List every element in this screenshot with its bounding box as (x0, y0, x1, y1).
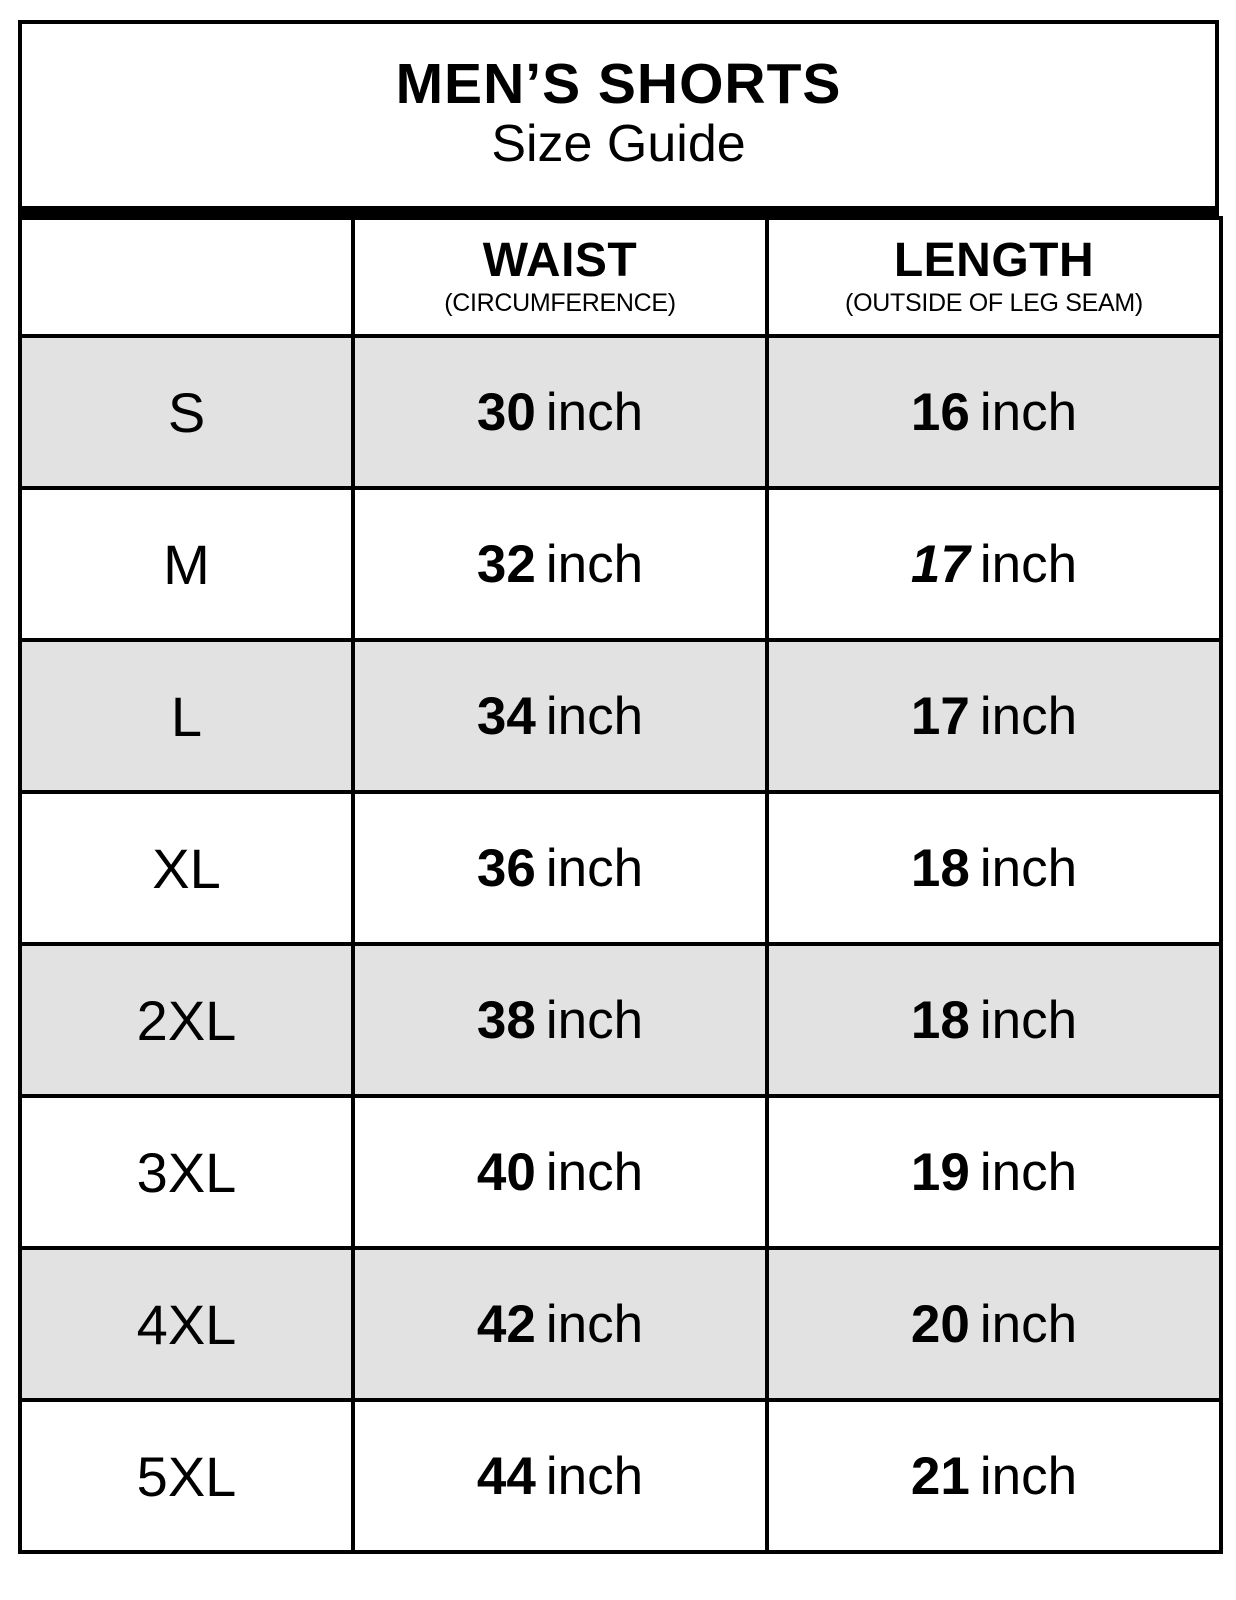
unit-label: inch (545, 1446, 644, 1506)
table-row (20, 792, 1221, 944)
waist-column-header (353, 218, 767, 336)
length-value-cell (767, 1096, 1221, 1248)
size-label: S (20, 336, 353, 488)
size-table (18, 216, 1223, 1554)
size-label: M (20, 488, 353, 640)
size-label: 3XL (20, 1096, 353, 1248)
size-label: L (20, 640, 353, 792)
waist-value: 36 (476, 838, 536, 898)
unit-label: inch (979, 534, 1078, 594)
length-column-header (767, 218, 1221, 336)
unit-label: inch (979, 1294, 1078, 1354)
size-label: XL (20, 792, 353, 944)
length-value: 19 (910, 1142, 970, 1202)
page-title: MEN’S SHORTS (395, 52, 842, 117)
length-value-cell (767, 792, 1221, 944)
size-label: 4XL (20, 1248, 353, 1400)
length-value: 18 (910, 990, 970, 1050)
length-value: 17 (910, 686, 970, 746)
waist-value-cell (353, 792, 767, 944)
length-column-sublabel: (OUTSIDE OF LEG SEAM) (845, 288, 1143, 317)
waist-value: 30 (476, 382, 536, 442)
size-column-header-empty (20, 218, 353, 336)
waist-value-cell (353, 944, 767, 1096)
waist-value: 34 (476, 686, 536, 746)
size-label: 2XL (20, 944, 353, 1096)
unit-label: inch (545, 990, 644, 1050)
length-value-cell (767, 944, 1221, 1096)
unit-label: inch (979, 1446, 1078, 1506)
size-guide-card (18, 20, 1219, 1554)
waist-column-sublabel: (CIRCUMFERENCE) (444, 288, 676, 317)
unit-label: inch (545, 1294, 644, 1354)
length-column-label: LENGTH (893, 234, 1095, 288)
waist-value-cell (353, 1096, 767, 1248)
unit-label: inch (545, 382, 644, 442)
waist-value-cell (353, 336, 767, 488)
waist-value: 42 (476, 1294, 536, 1354)
waist-value: 44 (476, 1446, 536, 1506)
length-value: 21 (910, 1446, 970, 1506)
unit-label: inch (979, 838, 1078, 898)
unit-label: inch (979, 1142, 1078, 1202)
unit-label: inch (545, 838, 644, 898)
length-value: 17 (910, 534, 970, 594)
title-block (18, 20, 1219, 216)
table-row (20, 640, 1221, 792)
unit-label: inch (545, 1142, 644, 1202)
page-subtitle: Size Guide (491, 115, 746, 174)
waist-value-cell (353, 640, 767, 792)
length-value: 18 (910, 838, 970, 898)
table-row (20, 488, 1221, 640)
waist-value-cell (353, 1400, 767, 1552)
table-row (20, 336, 1221, 488)
table-row (20, 1096, 1221, 1248)
waist-value-cell (353, 488, 767, 640)
length-value-cell (767, 336, 1221, 488)
waist-column-label: WAIST (482, 234, 638, 288)
length-value: 16 (910, 382, 970, 442)
length-value-cell (767, 640, 1221, 792)
unit-label: inch (979, 990, 1078, 1050)
waist-value: 38 (476, 990, 536, 1050)
waist-value: 40 (476, 1142, 536, 1202)
waist-value-cell (353, 1248, 767, 1400)
length-value-cell (767, 1248, 1221, 1400)
size-label: 5XL (20, 1400, 353, 1552)
length-value: 20 (910, 1294, 970, 1354)
unit-label: inch (545, 534, 644, 594)
table-row (20, 1248, 1221, 1400)
unit-label: inch (545, 686, 644, 746)
waist-value: 32 (476, 534, 536, 594)
table-row (20, 944, 1221, 1096)
table-header-row (20, 218, 1221, 336)
length-value-cell (767, 1400, 1221, 1552)
unit-label: inch (979, 686, 1078, 746)
length-value-cell (767, 488, 1221, 640)
table-row (20, 1400, 1221, 1552)
unit-label: inch (979, 382, 1078, 442)
